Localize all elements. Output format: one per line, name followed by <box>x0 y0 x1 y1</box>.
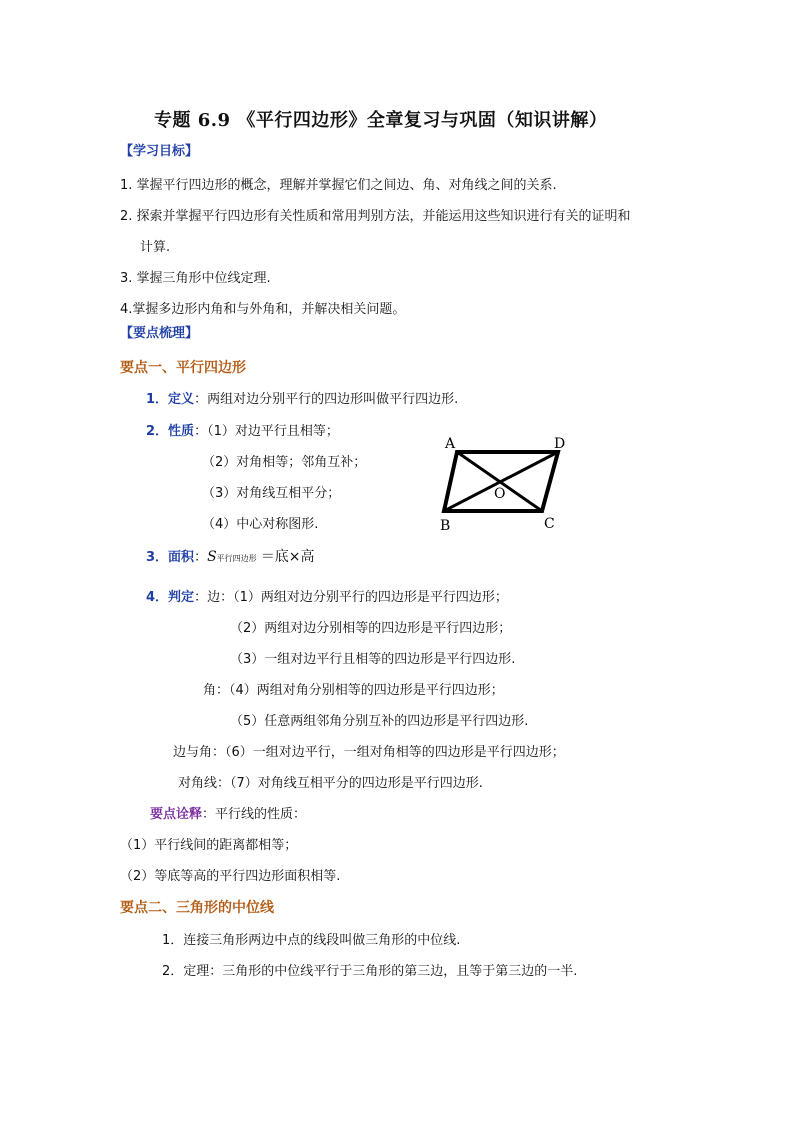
judgment-side-angle-label: 边与角： <box>173 745 226 760</box>
parallelogram-figure <box>436 434 576 534</box>
property-item-3: （3）对角线互相平分； <box>202 486 341 501</box>
goal-item-1: 1. 掌握平行四边形的概念，理解并掌握它们之间边、角、对角线之间的关系. <box>120 178 557 193</box>
note-item-1: （1）平行线间的距离都相等； <box>120 838 298 853</box>
judgment-angle-item-1: （4）两组对角分别相等的四边形是平行四边形； <box>229 683 504 698</box>
area-variable: S <box>207 549 217 565</box>
judgment-side-angle-line <box>173 741 565 760</box>
judgment-colon: ： <box>194 590 208 605</box>
point1-heading: 要点一、平行四边形 <box>120 360 246 376</box>
definition-label: 定义 <box>168 392 195 407</box>
judgment-side-item-1: （1）两组对边分别平行的四边形是平行四边形； <box>233 590 508 605</box>
area-subscript: 平行四边形 <box>216 554 257 563</box>
definition-line <box>146 388 458 407</box>
vertex-label-o: O <box>494 486 506 502</box>
definition-num: 1． <box>146 392 169 407</box>
judgment-diag-line <box>178 772 483 791</box>
property-num: 2． <box>146 424 169 439</box>
area-label: 面积 <box>168 550 195 565</box>
goal-item-2: 2. 探索并掌握平行四边形有关性质和常用判别方法，并能运用这些知识进行有关的证明和 <box>120 209 631 224</box>
judgment-diag-item-1: （7）对角线互相平分的四边形是平行四边形. <box>230 776 483 791</box>
property-item-2: （2）对角相等；邻角互补； <box>202 455 367 470</box>
judgment-angle-item-2: （5）任意两组邻角分别互补的四边形是平行四边形. <box>230 714 529 729</box>
judgment-angle-label: 角： <box>203 683 230 698</box>
note-line <box>150 803 306 822</box>
note-label: 要点诠释 <box>150 807 203 822</box>
judgment-side-label: 边： <box>207 590 234 605</box>
goal-item-4: 4.掌握多边形内角和与外角和，并解决相关问题。 <box>120 302 406 317</box>
judgment-side-item-3: （3）一组对边平行且相等的四边形是平行四边形. <box>230 652 516 667</box>
judgment-line <box>146 586 508 605</box>
goals-header: 【学习目标】 <box>120 144 199 159</box>
area-colon: ： <box>194 550 208 565</box>
judgment-side-item-2: （2）两组对边分别相等的四边形是平行四边形； <box>230 621 512 636</box>
area-num: 3． <box>146 550 169 565</box>
vertex-label-a: A <box>445 436 456 452</box>
note-item-2: （2）等底等高的平行四边形面积相等. <box>120 869 341 884</box>
property-line <box>146 420 339 439</box>
point2-item-1: 1．连接三角形两边中点的线段叫做三角形的中位线. <box>162 933 461 948</box>
property-colon: ： <box>194 424 208 439</box>
vertex-label-c: C <box>544 516 555 532</box>
goal-item-2-cont: 计算. <box>140 240 171 255</box>
point2-heading: 要点二、三角形的中位线 <box>120 900 274 916</box>
goal-item-3: 3. 掌握三角形中位线定理. <box>120 271 271 286</box>
area-line <box>146 546 315 566</box>
point2-item-2: 2．定理：三角形的中位线平行于三角形的第三边，且等于第三边的一半. <box>162 964 578 979</box>
judgment-num: 4． <box>146 590 169 605</box>
vertex-label-b: B <box>440 518 451 534</box>
definition-colon: ： <box>194 392 208 407</box>
judgment-angle-line <box>203 679 504 698</box>
judgment-side-angle-item-1: （6）一组对边平行，一组对角相等的四边形是平行四边形； <box>225 745 565 760</box>
note-text: ：平行线的性质： <box>202 807 307 822</box>
judgment-diag-label: 对角线： <box>178 776 231 791</box>
property-item-4: （4）中心对称图形. <box>202 517 319 532</box>
area-formula: ＝底×高 <box>260 549 315 565</box>
property-item-1: （1）对边平行且相等； <box>207 424 339 439</box>
property-label: 性质 <box>168 424 195 439</box>
judgment-label: 判定 <box>168 590 195 605</box>
vertex-label-d: D <box>554 436 566 452</box>
definition-text: 两组对边分别平行的四边形叫做平行四边形. <box>207 392 459 407</box>
page-title: 专题 6.9 《平行四边形》全章复习与巩固（知识讲解） <box>154 110 608 131</box>
summary-header: 【要点梳理】 <box>120 326 199 341</box>
